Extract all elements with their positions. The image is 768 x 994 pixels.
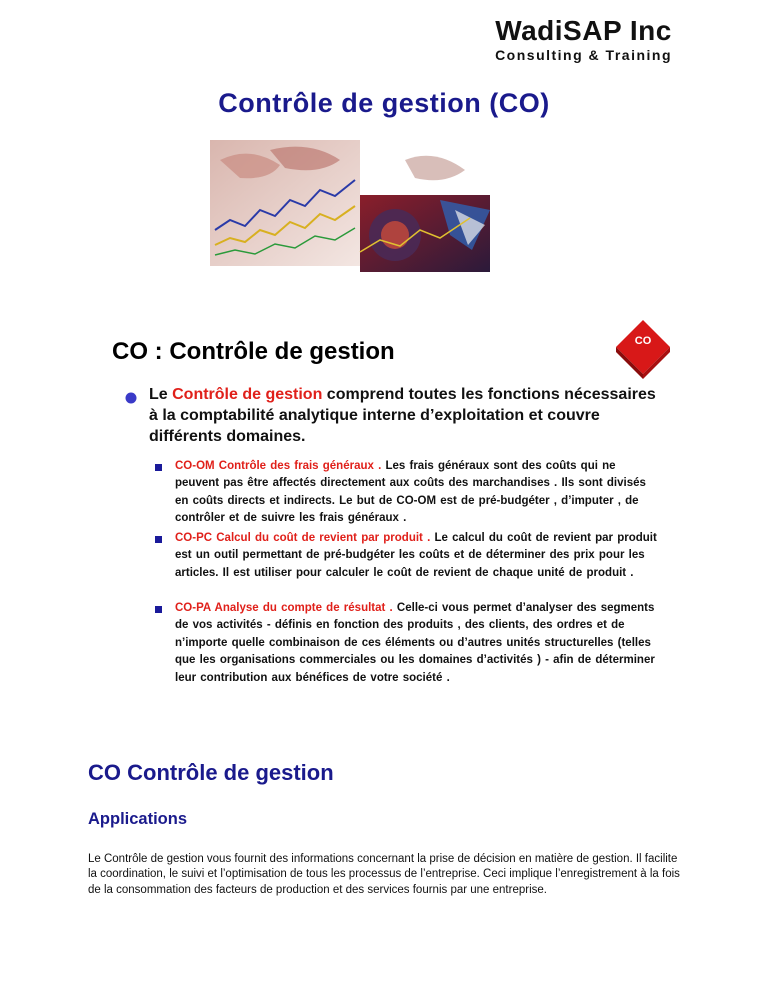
section-subheading: Applications — [88, 810, 188, 828]
finance-collage-image — [210, 140, 490, 272]
main-point-text: Le Contrôle de gestion comprend toutes les fonctions nécessaires à la comptabilité analytique interne d’exploitation et couvre différents domaines. — [149, 386, 656, 445]
brand-logo — [495, 16, 672, 64]
body-paragraph: Le Contrôle de gestion vous fournit des informations concernant la prise de décision en matière de gestion. Il facilite la coordination, le suivi et l’optimisation de tous les processus de l’entreprise. Ceci implique l’enregistrement à la fois de la consommation des facteurs de production et des services fournis par une entreprise. — [88, 853, 680, 896]
square-bullet-icon — [155, 464, 162, 471]
list-item-text: CO-PA Analyse du compte de résultat . Celle-ci vous permet d’analyser des segments de vos activités - définis en fonction des produits , des clients, des ordres et de n’importe quelle combinaison de ces éléments ou d’autres unités structurelles (telles que les organisations commerciales ou les domaines d’activités ) - afin de déterminer leur contribution aux bénéfices de votre société . — [175, 602, 655, 684]
co-cube-icon — [612, 318, 674, 380]
list-item-label: CO-OM Contrôle des frais généraux . — [175, 460, 382, 472]
brand-name: WadiSAP Inc — [495, 15, 672, 46]
list-item-co-pa — [155, 600, 660, 687]
blue-dot-bullet-icon — [125, 392, 137, 404]
list-item-label: CO-PC Calcul du coût de revient par produit . — [175, 532, 431, 544]
brand-tagline: Consulting & Training — [495, 47, 672, 63]
list-item-co-om — [155, 458, 660, 528]
list-item-text: CO-OM Contrôle des frais généraux . Les frais généraux sont des coûts qui ne peuvent pas être affectés directement aux coûts des marchandises . Ils sont divisés en coûts directs et indirects. Le but de CO-OM est de pré-budgéter , d’imputer , de contrôler et de suivre les frais généraux . — [175, 460, 646, 525]
square-bullet-icon — [155, 606, 162, 613]
main-point-highlight: Contrôle de gestion — [172, 386, 323, 403]
section-heading: CO Contrôle de gestion — [88, 760, 334, 785]
co-badge-label: CO — [634, 335, 652, 347]
square-bullet-icon — [155, 536, 162, 543]
slide-title: CO : Contrôle de gestion — [112, 338, 395, 365]
main-point — [125, 384, 665, 447]
list-item-co-pc — [155, 530, 660, 582]
list-item-label: CO-PA Analyse du compte de résultat . — [175, 602, 393, 614]
list-item-text: CO-PC Calcul du coût de revient par produit . Le calcul du coût de revient par produit est un outil permettant de pré-budgéter les coûts et de déterminer des prix pour les articles. Il est utiliser pour calculer le coût de revient de chaque unité de produit . — [175, 532, 657, 579]
document-title: Contrôle de gestion (CO) — [218, 88, 550, 118]
